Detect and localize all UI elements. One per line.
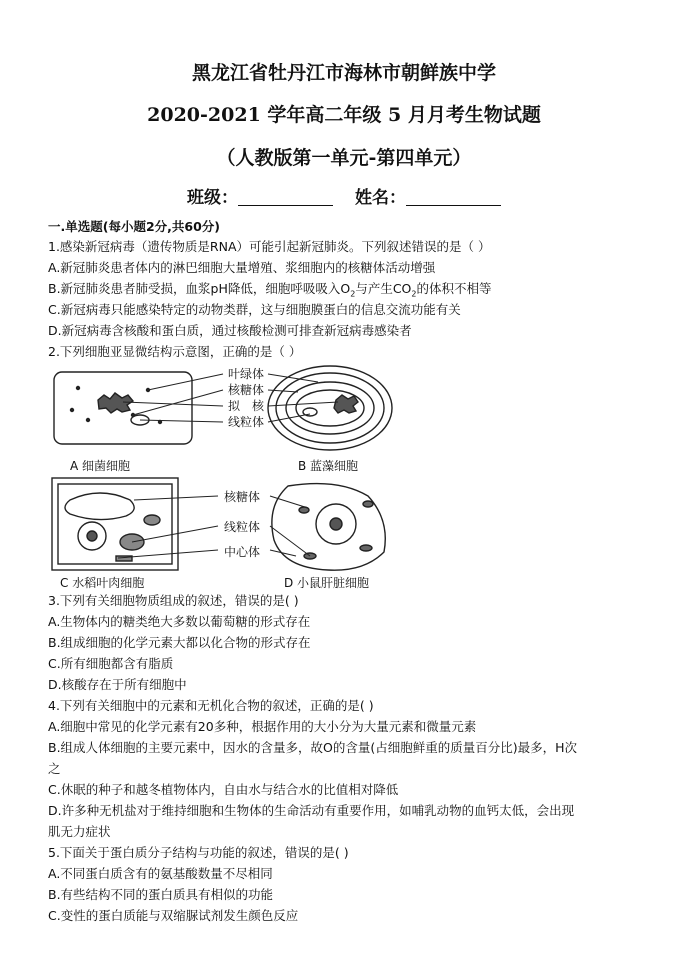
q5-stem: 5.下面关于蛋白质分子结构与功能的叙述，错误的是( ) bbox=[48, 845, 349, 860]
q2-stem: 2.下列细胞亚显微结构示意图，正确的是（ ） bbox=[48, 344, 302, 359]
q4-option-d-line2: 肌无力症状 bbox=[48, 824, 111, 839]
q4-option-d-line1: D.许多种无机盐对于维持细胞和生物体的生命活动有重要作用，如哺乳动物的血钙太低，会出现 bbox=[48, 803, 575, 818]
q4-option-b-line2: 之 bbox=[48, 761, 61, 776]
label-nucleoid: 拟 核 bbox=[228, 399, 265, 413]
q1-option-c: C.新冠病毒只能感染特定的动物类群，这与细胞膜蛋白的信息交流功能有关 bbox=[48, 302, 461, 317]
label-mitochondria-bottom: 线粒体 bbox=[224, 520, 261, 534]
exam-scope: （人教版第一单元-第四单元） bbox=[216, 147, 472, 169]
q3-option-a: A.生物体内的糖类绝大多数以葡萄糖的形式存在 bbox=[48, 614, 311, 629]
q4-stem: 4.下列有关细胞中的元素和无机化合物的叙述，正确的是( ) bbox=[48, 698, 374, 713]
q4-option-c: C.休眠的种子和越冬植物体内，自由水与结合水的比值相对降低 bbox=[48, 782, 399, 797]
exam-title: 2020-2021 学年高二年级 5 月月考生物试题 bbox=[147, 104, 541, 126]
label-mitochondria-top: 线粒体 bbox=[228, 415, 265, 429]
q5-option-a: A.不同蛋白质含有的氨基酸数量不尽相同 bbox=[48, 866, 273, 881]
q5-option-b: B.有些结构不同的蛋白质具有相似的功能 bbox=[48, 887, 274, 902]
student-info-line bbox=[0, 183, 688, 208]
label-ribosome-top: 核糖体 bbox=[228, 383, 265, 397]
section-heading: 一.单选题(每小题2分,共60分) bbox=[48, 219, 221, 234]
rice-leaf-cell-drawing bbox=[52, 478, 178, 570]
q3-option-b: B.组成细胞的化学元素大都以化合物的形式存在 bbox=[48, 635, 311, 650]
q1-stem: 1.感染新冠病毒（遗传物质是RNA）可能引起新冠肺炎。下列叙述错误的是（ ） bbox=[48, 239, 491, 254]
cyanobacteria-cell-drawing bbox=[268, 366, 392, 450]
q1-option-a: A.新冠肺炎患者体内的淋巴细胞大量增殖、浆细胞内的核糖体活动增强 bbox=[48, 260, 436, 275]
caption-b: B 蓝藻细胞 bbox=[298, 459, 359, 473]
caption-d: D 小鼠肝脏细胞 bbox=[284, 576, 370, 590]
caption-c: C 水稻叶肉细胞 bbox=[60, 576, 145, 590]
liver-cell-drawing bbox=[272, 484, 385, 571]
name-label: 姓名： bbox=[355, 188, 406, 208]
class-blank[interactable] bbox=[238, 189, 333, 206]
q4-option-b-line1: B.组成人体细胞的主要元素中，因水的含量多，故O的含量(占细胞鲜重的质量百分比)最多，H次 bbox=[48, 740, 578, 755]
q3-option-d: D.核酸存在于所有细胞中 bbox=[48, 677, 187, 692]
label-ribosome-bottom: 核糖体 bbox=[224, 490, 261, 504]
label-chloroplast: 叶绿体 bbox=[228, 367, 265, 381]
name-blank[interactable] bbox=[406, 189, 501, 206]
q3-stem: 3.下列有关细胞物质组成的叙述，错误的是( ) bbox=[48, 593, 299, 608]
q5-option-c: C.变性的蛋白质能与双缩脲试剂发生颜色反应 bbox=[48, 908, 299, 923]
q4-option-a: A.细胞中常见的化学元素有20多种，根据作用的大小分为大量元素和微量元素 bbox=[48, 719, 477, 734]
label-centrosome: 中心体 bbox=[224, 545, 261, 559]
q3-option-c: C.所有细胞都含有脂质 bbox=[48, 656, 174, 671]
caption-a: A 细菌细胞 bbox=[70, 459, 131, 473]
bacteria-cell-drawing bbox=[54, 372, 192, 444]
school-title: 黑龙江省牡丹江市海林市朝鲜族中学 bbox=[191, 62, 496, 84]
q1-option-d: D.新冠病毒含核酸和蛋白质，通过核酸检测可排查新冠病毒感染者 bbox=[48, 323, 412, 338]
q1-option-b: B.新冠肺炎患者肺受损，血浆pH降低，细胞呼吸吸入$O_2$与产生$CO_2$的体积不相等 bbox=[48, 281, 492, 299]
class-label: 班级： bbox=[187, 188, 238, 208]
cell-structure-figure bbox=[48, 360, 408, 590]
